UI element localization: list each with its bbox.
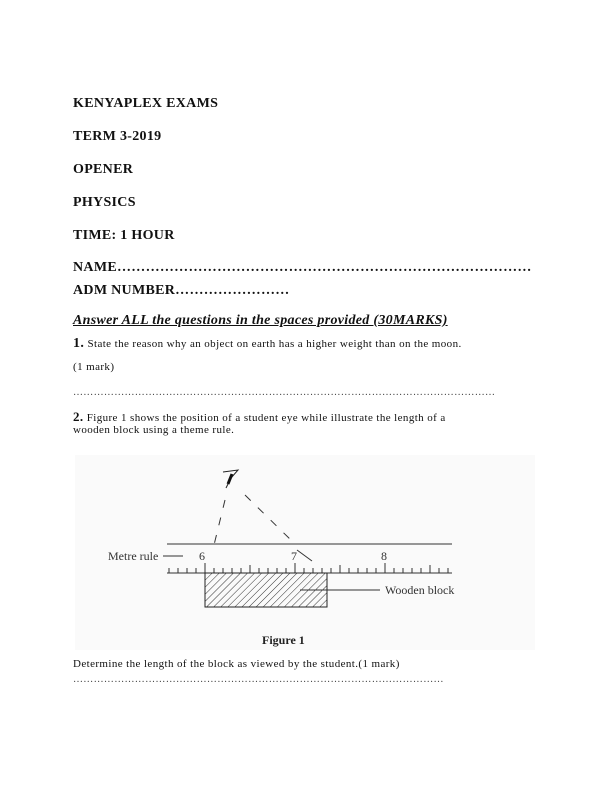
wooden-block-label: Wooden block (385, 583, 455, 597)
tick-label-8: 8 (381, 549, 387, 563)
q2-text: Figure 1 shows the position of a student eye while illustrate the length of a (86, 412, 446, 424)
q1-marks: (1 mark) (73, 361, 115, 373)
q2-number: 2. (73, 409, 84, 424)
q2-text-cont: wooden block using a theme rule. (73, 424, 235, 436)
tick-label-7: 7 (291, 549, 297, 563)
q1-answer-line[interactable]: …………………………………………………………………………………………………………… (73, 387, 496, 398)
time: TIME: 1 HOUR (73, 228, 175, 243)
figure-1 (75, 455, 535, 650)
name-field[interactable]: NAME…………………………………………………………………………… (73, 260, 532, 275)
term: TERM 3-2019 (73, 129, 162, 144)
metre-rule-label: Metre rule (108, 549, 159, 563)
subject: PHYSICS (73, 195, 136, 210)
q1-text: State the reason why an object on earth has a higher weight than on the moon. (87, 338, 462, 350)
q2-prompt: Determine the length of the block as viewed by the student.(1 mark) (73, 658, 400, 670)
instructions: Answer ALL the questions in the spaces provided (30MARKS) (73, 313, 448, 328)
q1-number: 1. (73, 336, 85, 351)
figure-caption: Figure 1 (262, 633, 305, 647)
adm-number-field[interactable]: ADM NUMBER…………………… (73, 283, 290, 298)
q2-answer-line[interactable]: ……………………………………………………………………………………………… (73, 674, 444, 685)
tick-label-6: 6 (199, 549, 205, 563)
exam-type: OPENER (73, 162, 134, 177)
school-name: KENYAPLEX EXAMS (73, 96, 219, 111)
